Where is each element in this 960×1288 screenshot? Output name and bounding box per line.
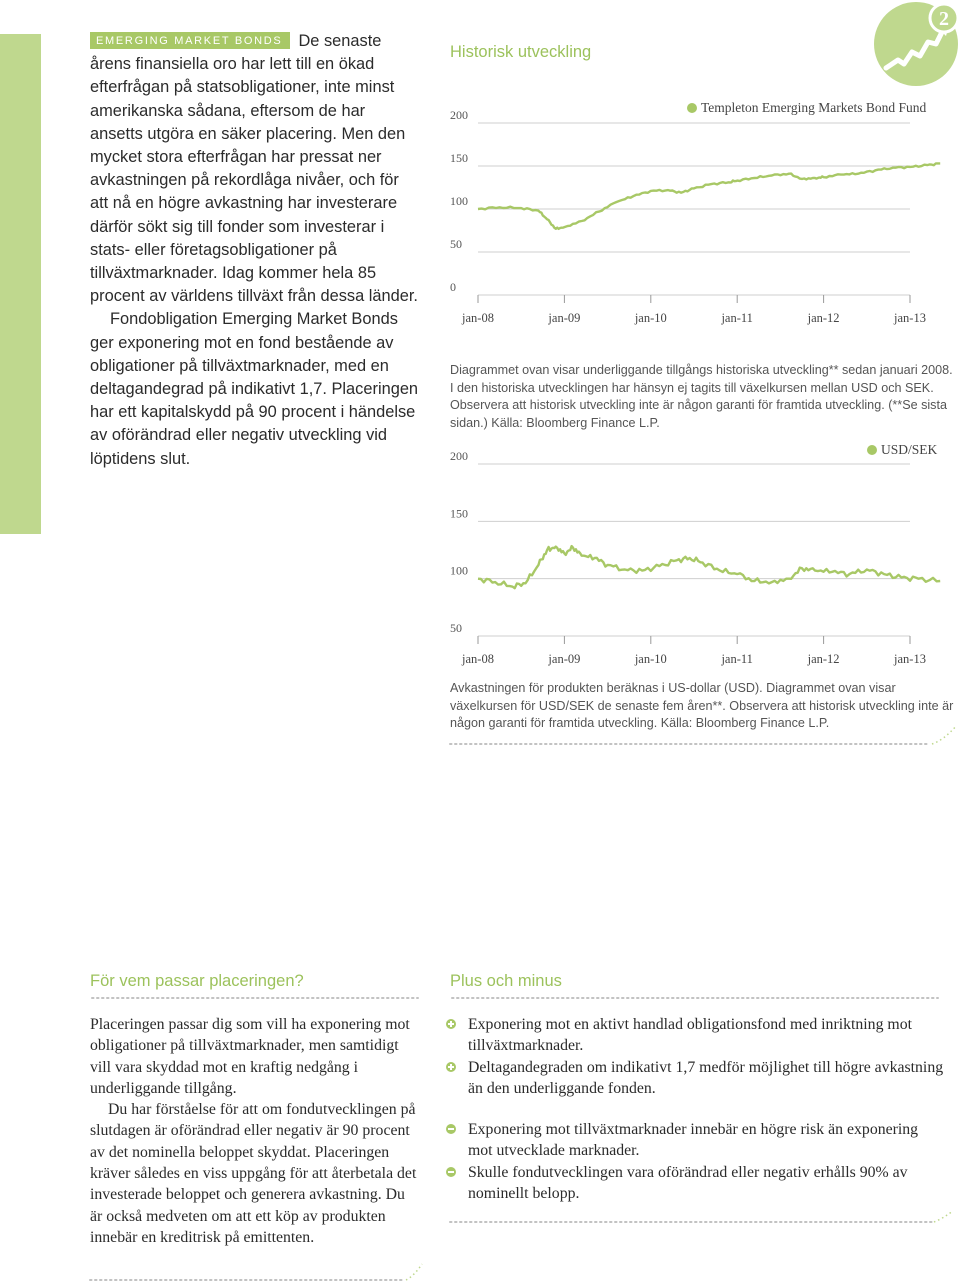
intro-para-2: Fondobligation Emerging Market Bonds ger exponering mot en fond bestående av obligationer på tillväxtmarknader, med en deltagandegrad på indikativt 1,7. Placeringen har ett kapitalskydd på 90 procent i händelse av oförändrad eller negativ utveckling vid löptidens slut. bbox=[90, 310, 419, 468]
minus-item-text: Skulle fondutvecklingen vara oförändrad eller negativ erhålls 90% av nominellt belopp. bbox=[468, 1163, 908, 1203]
x-tick-label: jan-09 bbox=[548, 652, 581, 666]
x-tick-label: jan-13 bbox=[894, 311, 926, 325]
section-tag: EMERGING MARKET BONDS bbox=[90, 32, 290, 49]
y-tick-label: 150 bbox=[450, 506, 468, 521]
plusminus-bottom-divider bbox=[446, 1212, 960, 1236]
chapter-number: 2 bbox=[939, 8, 949, 30]
plusminus-title: Plus och minus bbox=[450, 972, 562, 990]
minus-icon bbox=[446, 1167, 456, 1177]
minus-item bbox=[446, 1162, 946, 1205]
intro-para-1 bbox=[90, 30, 420, 308]
x-tick-label: jan-09 bbox=[548, 311, 581, 325]
usdsek-chart bbox=[440, 436, 960, 672]
plus-item bbox=[446, 1057, 946, 1100]
minus-item bbox=[446, 1119, 946, 1162]
x-tick-label: jan-13 bbox=[894, 652, 926, 666]
y-tick-label: 100 bbox=[450, 563, 468, 578]
legend-label: Templeton Emerging Markets Bond Fund bbox=[701, 100, 927, 115]
who-para-1: Placeringen passar dig som vill ha exponering mot obligationer på tillväxtmarknader, men samtidigt vill vara skyddad mot en kraftig nedgång i underliggande tillgång. bbox=[90, 1016, 410, 1097]
who-text bbox=[90, 1014, 417, 1248]
chapter-badge bbox=[872, 0, 960, 92]
history-title: Historisk utveckling bbox=[450, 43, 592, 61]
history-caption-1-text: Diagrammet ovan visar underliggande tillgångs historiska utveckling** sedan januari 2008. I den historiska utvecklingen har hänsyn ej tagits till växelkursen mellan USD och SEK. Observera att historisk utveckling inte är någon garanti för framtida utveckling. (**Se sista sidan.) Källa: Bloomberg Finance L.P. bbox=[450, 363, 953, 430]
x-tick-label: jan-12 bbox=[807, 652, 840, 666]
y-tick-label: 50 bbox=[450, 237, 462, 251]
minus-item-text: Exponering mot tillväxtmarknader innebär en högre risk än exponering mot utvecklade marknader. bbox=[468, 1121, 919, 1160]
legend-label: USD/SEK bbox=[881, 442, 938, 457]
history-caption-1 bbox=[450, 362, 958, 432]
plusminus-divider bbox=[450, 992, 940, 1004]
x-tick-label: jan-08 bbox=[462, 652, 494, 666]
plus-item-text: Deltagandegraden om indikativt 1,7 medför möjlighet till högre avkastning än den underliggande fonden. bbox=[468, 1058, 944, 1097]
minus-icon bbox=[446, 1124, 456, 1134]
who-divider bbox=[90, 992, 420, 1004]
dotted-divider bbox=[446, 720, 960, 750]
intro-para-1-text: De senaste årens finansiella oro har lett till en ökad efterfrågan på statsobligationer, inte minst amerikanska sådana, eftersom de har ansetts utgöra en säker placering. Men den mycket stora efterfrågan har pressat ner avkastningen på rekordlåga nivåer, och för att nå en högre avkastning har investerare därför sökt sig till fonder som investerar i stats- eller företagsobligationer på tillväxtmarknader. Idag kommer hela 85 procent av världens tillväxt från dessa länder. bbox=[90, 32, 418, 306]
plus-item bbox=[446, 1014, 946, 1057]
y-tick-label: 0 bbox=[450, 280, 456, 294]
legend-swatch bbox=[867, 445, 877, 455]
fund-chart bbox=[440, 95, 960, 335]
who-para-2: Du har förståelse för att om fondutvecklingen på slutdagen är oförändrad eller negativ är 90 procent av det nominella beloppet skyddat. Placeringen kräver således en viss uppgång för att återbetala det investerade beloppet och generera avkastning. Du är också medveten om att ett köp av produkten innebär en kreditrisk på emittenten. bbox=[90, 1101, 417, 1246]
y-tick-label: 100 bbox=[450, 194, 468, 208]
side-band bbox=[0, 34, 41, 534]
plusminus-list bbox=[446, 1014, 946, 1204]
x-tick-label: jan-10 bbox=[634, 652, 667, 666]
y-tick-label: 50 bbox=[450, 621, 462, 635]
plus-item-text: Exponering mot en aktivt handlad obligationsfond med inriktning mot tillväxtmarknader. bbox=[468, 1016, 913, 1055]
plus-icon bbox=[446, 1062, 456, 1072]
y-tick-label: 150 bbox=[450, 151, 468, 165]
y-tick-label: 200 bbox=[450, 108, 468, 122]
x-tick-label: jan-12 bbox=[807, 311, 840, 325]
series-line bbox=[478, 546, 940, 588]
series-line bbox=[478, 163, 940, 229]
x-tick-label: jan-11 bbox=[721, 311, 753, 325]
x-tick-label: jan-10 bbox=[634, 311, 667, 325]
legend-swatch bbox=[687, 103, 697, 113]
x-tick-label: jan-08 bbox=[462, 311, 494, 325]
who-title: För vem passar placeringen? bbox=[90, 972, 304, 990]
intro-text bbox=[90, 30, 420, 471]
plus-icon bbox=[446, 1019, 456, 1029]
history-caption-2-text: Avkastningen för produkten beräknas i US-dollar (USD). Diagrammet ovan visar växelkursen för USD/SEK de senaste fem åren**. Observera att historisk utveckling inte är någon garanti för framtida utveckling. Källa: Bloomberg Finance L.P. bbox=[450, 681, 954, 731]
y-tick-label: 200 bbox=[450, 449, 468, 463]
x-tick-label: jan-11 bbox=[721, 652, 753, 666]
who-bottom-divider bbox=[86, 1262, 426, 1288]
